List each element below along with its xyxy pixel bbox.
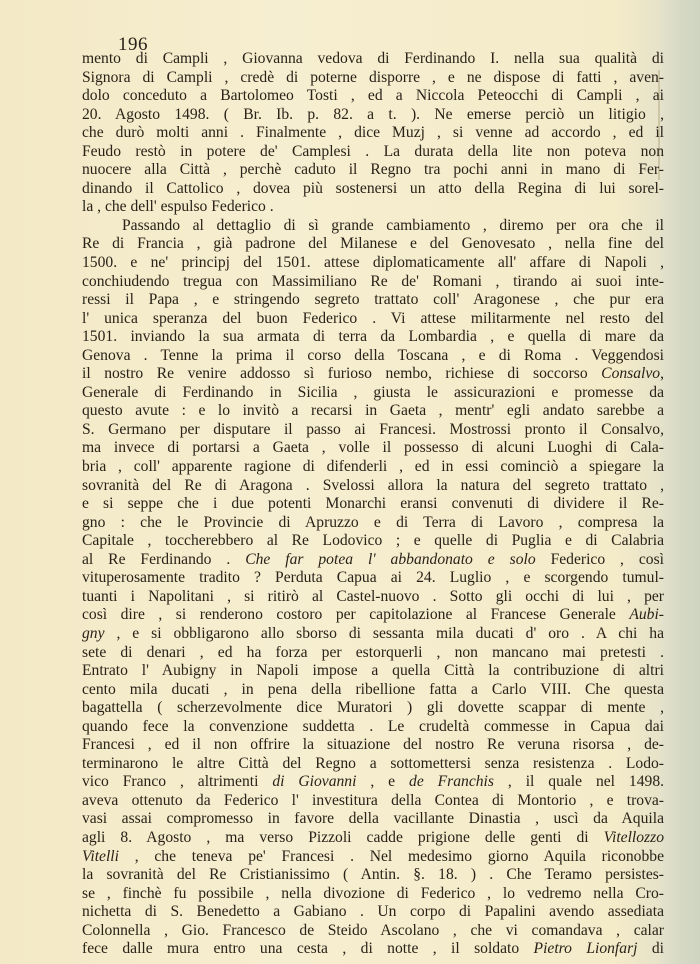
text-run: il nostro Re venire addosso sì furioso nembo, richiese di soccorso	[82, 365, 602, 383]
text-line	[82, 143, 664, 162]
text-line	[82, 903, 664, 922]
italic-text: Vitelli	[82, 847, 119, 865]
text-run: aveva ottenuto da Federico l' investitura della Contea di Montorio , e trova-	[82, 791, 664, 809]
text-line	[82, 347, 664, 366]
text-run: quando fece la convenzione suddetta . Le crudeltà commesse in Capua dai	[82, 717, 664, 735]
text-run: Capitale , toccherebbero al Re Lodovico ; e quelle di Puglia e di Calabria	[82, 532, 664, 550]
text-line	[82, 198, 664, 217]
text-line	[82, 439, 664, 458]
text-line	[82, 328, 664, 347]
text-line	[82, 273, 664, 292]
italic-text: Aubi-	[629, 606, 664, 624]
text-line	[82, 421, 664, 440]
text-line	[82, 384, 664, 403]
text-line	[82, 773, 664, 792]
text-line	[82, 50, 664, 69]
text-run: S. Germano per disputare il passo ai Francesi. Mostrossi pronto il Consalvo,	[82, 420, 664, 438]
text-line	[82, 662, 664, 681]
text-line	[82, 532, 664, 551]
text-line	[82, 217, 664, 236]
text-line	[82, 477, 664, 496]
text-line	[82, 922, 664, 941]
text-run: , e si obbligarono allo sborso di sessanta mila ducati d' oro . A chi ha	[104, 624, 664, 642]
text-run: di	[637, 940, 664, 958]
text-run: ma invece di portarsi a Gaeta , volle il possesso di alcuni Luoghi di Cala-	[82, 439, 664, 457]
text-run: terminarono le altre Città del Regno a sottomettersi senza resistenza . Lodo-	[82, 754, 664, 772]
text-line	[82, 848, 664, 867]
text-run: che durò molti anni . Finalmente , dice Muzj , si venne ad accordo , ed il	[82, 124, 664, 142]
text-line	[82, 681, 664, 700]
text-run: bagattella ( scherzevolmente dice Muratori ) gli dovette scappar di mente ,	[82, 699, 664, 717]
text-line	[82, 625, 664, 644]
text-line	[82, 69, 664, 88]
text-line	[82, 161, 664, 180]
text-run: 1500. e ne' principj del 1501. attese diplomaticamente all' affare di Napoli ,	[82, 254, 664, 272]
text-run: Re di Francia , già padrone del Milanese e del Genovesato , nella fine del	[82, 235, 664, 253]
text-run: e si seppe che i due potenti Monarchi eransi convenuti di dividere il Re-	[82, 495, 664, 513]
italic-text: Consalvo	[601, 365, 661, 383]
text-line	[82, 254, 664, 273]
text-run: gno : che le Provincie di Apruzzo e di Terra di Lavoro , compresa la	[82, 513, 664, 531]
text-line	[82, 736, 664, 755]
text-line	[82, 87, 664, 106]
text-line	[82, 644, 664, 663]
text-run: , che teneva pe' Francesi . Nel medesimo giorno Aquila riconobbe	[118, 847, 664, 865]
text-run: dinando il Cattolico , dovea più sostenersi un atto della Regina di lui sorel-	[82, 179, 664, 197]
text-run: Federico , così	[535, 550, 664, 568]
text-line	[82, 940, 664, 959]
text-run: tuanti i Napolitani , si ritirò al Castel-nuovo . Sotto gli occhi di lui , per	[82, 587, 664, 605]
text-line	[82, 235, 664, 254]
text-line	[82, 699, 664, 718]
text-run: , e	[356, 773, 410, 791]
text-run: ,	[660, 365, 664, 383]
italic-text: Vitellozzo	[603, 828, 664, 846]
text-run: conchiudendo tregua con Massimiliano Re de' Romani , tirando ai suoi inte-	[82, 272, 664, 290]
text-run: nichetta di S. Benedetto a Gabiano . Un corpo di Papalini avendo assediata	[82, 903, 664, 921]
text-line	[82, 365, 664, 384]
text-run: nuocere alla Città , perchè caduto il Regno tra pochi anni in mano di Fer-	[82, 161, 664, 179]
text-line	[82, 755, 664, 774]
italic-text: gny	[82, 624, 105, 642]
body-text	[82, 50, 664, 959]
text-run: fece dalle mura entro una cesta , di notte , il soldato	[82, 940, 534, 958]
text-run: sete di denari , ed ha forza per estorquerli , non mancano mai pretesti .	[82, 643, 664, 661]
text-line	[82, 106, 664, 125]
italic-text: de Franchis	[409, 773, 494, 791]
text-run: Entrato l' Aubigny in Napoli impose a quella Città la contribuzione di altri	[82, 662, 664, 680]
text-line	[82, 495, 664, 514]
text-run: Feudo restò in potere de' Camplesi . La durata della lite non poteva non	[82, 142, 664, 160]
page-number: 196	[118, 34, 148, 55]
text-run: Signora di Campli , credè di poterne disporre , e ne dispose di fatti , aven-	[82, 68, 664, 86]
text-run: Passando al dettaglio di sì grande cambiamento , diremo per ora che il	[122, 216, 664, 234]
text-run: se , finchè fu possibile , nella divozione di Federico , lo vedremo nella Cro-	[82, 884, 664, 902]
text-line	[82, 606, 664, 625]
text-line	[82, 551, 664, 570]
text-run: così dire , si renderono costoro per capitolazione al Francese Generale	[82, 606, 630, 624]
text-line	[82, 792, 664, 811]
text-run: 1501. inviando la sua armata di terra da Lombardia , e quella di mare da	[82, 328, 664, 346]
text-run: , il quale nel 1498.	[493, 773, 665, 791]
text-run: bria , coll' apparente ragione di difenderli , ed in essi cominciò a spiegare la	[82, 458, 664, 476]
text-run: Francesi , ed il non offrire la situazione del nostro Re veruna risorsa , de-	[82, 736, 664, 754]
italic-text: di Giovanni	[272, 773, 357, 791]
text-line	[82, 310, 664, 329]
text-line	[82, 402, 664, 421]
text-run: sovranità del Re di Aragona . Svelossi allora la natura del segreto trattato ,	[82, 476, 664, 494]
text-line	[82, 810, 664, 829]
text-run: questo avute : e lo invitò a recarsi in Gaeta , mentr' egli andato sarebbe a	[82, 402, 664, 420]
text-run: al Re Ferdinando .	[82, 550, 246, 568]
text-line	[82, 458, 664, 477]
text-run: agli 8. Agosto , ma verso Pizzoli cadde prigione delle genti di	[82, 828, 604, 846]
text-line	[82, 718, 664, 737]
text-line	[82, 124, 664, 143]
page-gutter	[660, 0, 700, 964]
text-run: vasi assai compromesso in favore della vacillante Dinastia , uscì da Aquila	[82, 810, 664, 828]
text-run: Genova . Tenne la prima il corso della Toscana , e di Roma . Veggendosi	[82, 346, 664, 364]
text-line	[82, 885, 664, 904]
italic-text: Pietro Lionfarj	[533, 940, 638, 958]
text-line	[82, 829, 664, 848]
text-run: la sovranità del Re Cristianissimo ( Antin. §. 18. ) . Che Teramo persistes-	[82, 866, 664, 884]
text-run: mento di Campli , Giovanna vedova di Ferdinando I. nella sua qualità di	[82, 50, 664, 67]
text-line	[82, 180, 664, 199]
text-run: ressi il Papa , e stringendo segreto trattato coll' Aragonese , che pur era	[82, 291, 664, 309]
text-run: cento mila ducati , in pena della ribellione fatta a Carlo VIII. Che questa	[82, 680, 664, 698]
text-run: la , che dell' espulso Federico .	[82, 198, 274, 216]
text-line	[82, 569, 664, 588]
text-line	[82, 588, 664, 607]
text-line	[82, 514, 664, 533]
text-run: vituperosamente tradito ? Perduta Capua ai 24. Luglio , e scorgendo tumul-	[82, 569, 664, 587]
text-run: Colonnella , Gio. Francesco de Steido Ascolano , che vi comandava , calar	[82, 921, 664, 939]
text-line	[82, 866, 664, 885]
text-run: Generale di Ferdinando in Sicilia , giusta le assicurazioni e promesse da	[82, 383, 664, 401]
text-run: 20. Agosto 1498. ( Br. Ib. p. 82. a t. ). Ne emerse perciò un litigio ,	[82, 105, 664, 123]
text-run: l' unica speranza del buon Federico . Vi attese militarmente nel resto del	[82, 309, 664, 327]
italic-text: Che far potea l' abbandonato e solo	[245, 550, 536, 568]
text-run: dolo conceduto a Bartolomeo Tosti , ed a Niccola Peteocchi di Campli , ai	[82, 87, 664, 105]
text-line	[82, 291, 664, 310]
text-run: vico Franco , altrimenti	[82, 773, 273, 791]
